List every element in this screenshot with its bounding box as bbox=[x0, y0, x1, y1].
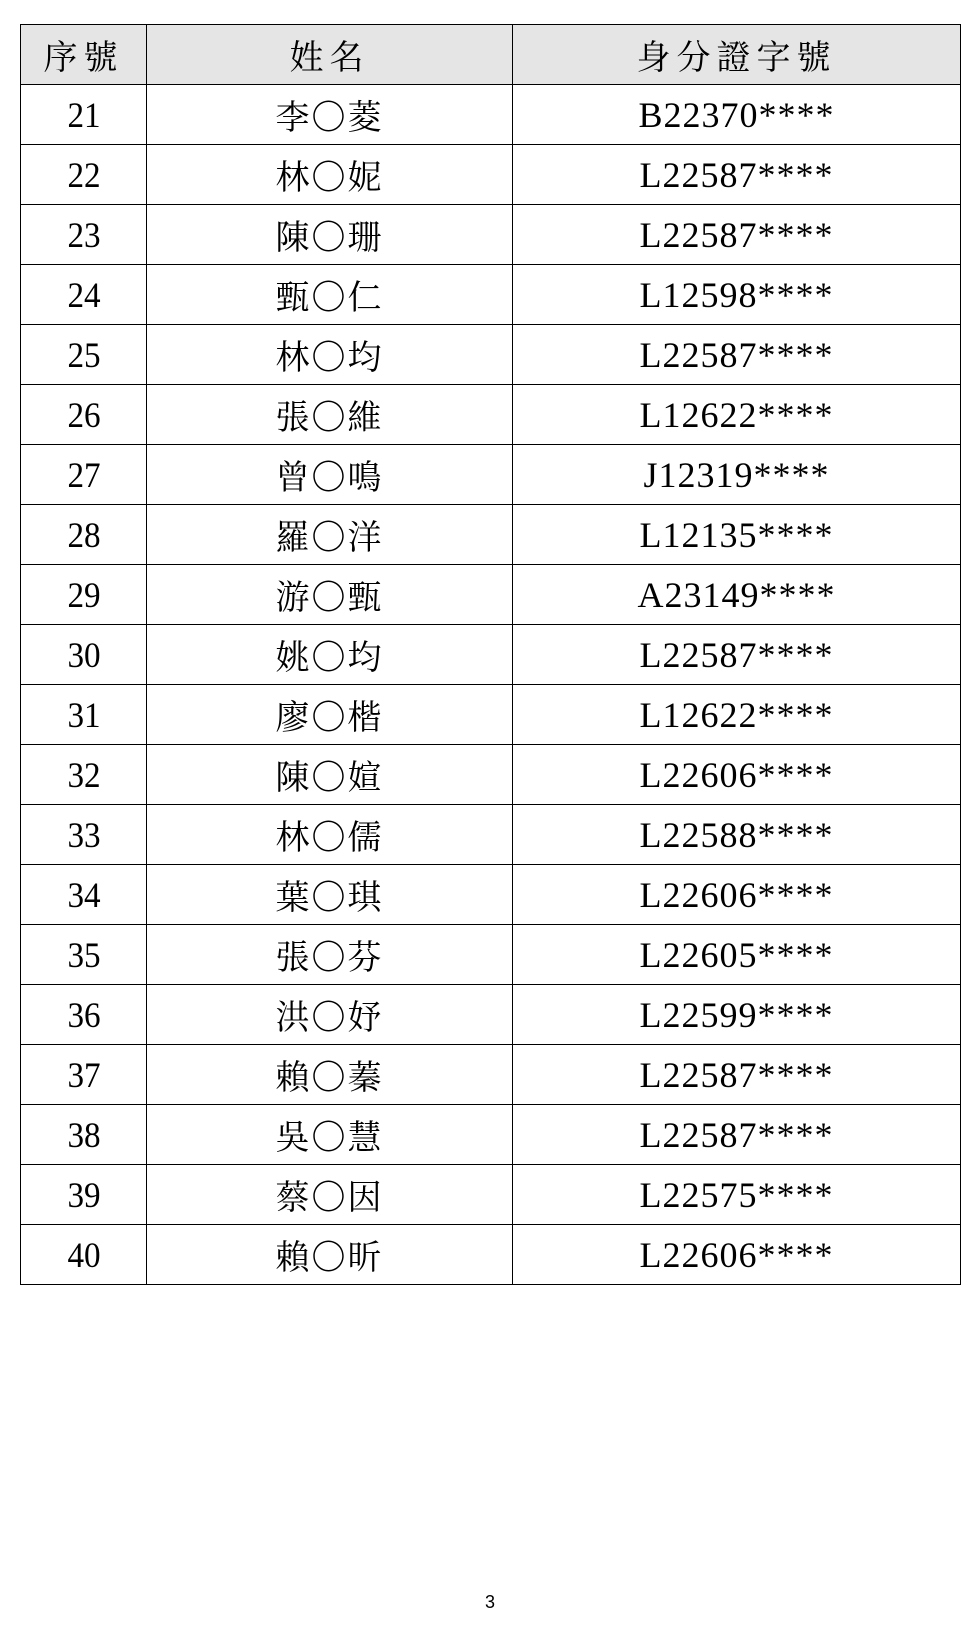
cell-seq: 32 bbox=[26, 745, 142, 805]
cell-seq: 34 bbox=[26, 865, 142, 925]
table-row bbox=[21, 805, 961, 865]
cell-id-number: L22606**** bbox=[513, 745, 961, 805]
cell-id-number: J12319**** bbox=[513, 445, 961, 505]
cell-id-number: A23149**** bbox=[513, 565, 961, 625]
cell-name: 林〇儒 bbox=[147, 805, 513, 865]
table-row bbox=[21, 205, 961, 265]
table-body bbox=[21, 85, 961, 1285]
table-row bbox=[21, 685, 961, 745]
cell-seq: 30 bbox=[26, 625, 142, 685]
table-row bbox=[21, 925, 961, 985]
page-number: 3 bbox=[484, 1592, 495, 1612]
cell-name: 賴〇蓁 bbox=[147, 1045, 513, 1105]
cell-id-number: B22370**** bbox=[513, 85, 961, 145]
table-row bbox=[21, 445, 961, 505]
table-row bbox=[21, 325, 961, 385]
cell-id-number: L22575**** bbox=[513, 1165, 961, 1225]
cell-name: 林〇妮 bbox=[147, 145, 513, 205]
cell-name: 羅〇洋 bbox=[147, 505, 513, 565]
cell-seq: 39 bbox=[26, 1165, 142, 1225]
cell-id-number: L22606**** bbox=[513, 1225, 961, 1285]
cell-seq: 28 bbox=[26, 505, 142, 565]
cell-seq: 37 bbox=[26, 1045, 142, 1105]
table-row bbox=[21, 385, 961, 445]
roster-table bbox=[20, 24, 961, 1285]
table-row bbox=[21, 1165, 961, 1225]
cell-id-number: L12135**** bbox=[513, 505, 961, 565]
cell-id-number: L22599**** bbox=[513, 985, 961, 1045]
cell-name: 姚〇均 bbox=[147, 625, 513, 685]
cell-seq: 26 bbox=[26, 385, 142, 445]
cell-seq: 33 bbox=[26, 805, 142, 865]
table-row bbox=[21, 1045, 961, 1105]
cell-seq: 27 bbox=[26, 445, 142, 505]
cell-name: 林〇均 bbox=[147, 325, 513, 385]
cell-name: 游〇甄 bbox=[147, 565, 513, 625]
cell-name: 陳〇珊 bbox=[147, 205, 513, 265]
table-row bbox=[21, 145, 961, 205]
cell-seq: 25 bbox=[26, 325, 142, 385]
cell-name: 賴〇昕 bbox=[147, 1225, 513, 1285]
cell-name: 洪〇妤 bbox=[147, 985, 513, 1045]
cell-seq: 38 bbox=[26, 1105, 142, 1165]
table-row bbox=[21, 745, 961, 805]
cell-name: 甄〇仁 bbox=[147, 265, 513, 325]
cell-id-number: L22588**** bbox=[513, 805, 961, 865]
cell-name: 張〇芬 bbox=[147, 925, 513, 985]
cell-seq: 22 bbox=[26, 145, 142, 205]
cell-id-number: L22606**** bbox=[513, 865, 961, 925]
cell-seq: 31 bbox=[26, 685, 142, 745]
table-row bbox=[21, 625, 961, 685]
cell-seq: 40 bbox=[26, 1225, 142, 1285]
table-row bbox=[21, 85, 961, 145]
cell-seq: 23 bbox=[26, 205, 142, 265]
table-row bbox=[21, 1225, 961, 1285]
table-row bbox=[21, 505, 961, 565]
cell-id-number: L12622**** bbox=[513, 685, 961, 745]
header-id-number: 身分證字號 bbox=[513, 25, 961, 85]
cell-name: 葉〇琪 bbox=[147, 865, 513, 925]
cell-id-number: L22605**** bbox=[513, 925, 961, 985]
cell-seq: 24 bbox=[26, 265, 142, 325]
table-row bbox=[21, 265, 961, 325]
cell-name: 吳〇慧 bbox=[147, 1105, 513, 1165]
cell-name: 廖〇楷 bbox=[147, 685, 513, 745]
table-row bbox=[21, 865, 961, 925]
cell-name: 蔡〇因 bbox=[147, 1165, 513, 1225]
cell-seq: 29 bbox=[26, 565, 142, 625]
header-seq: 序號 bbox=[21, 25, 147, 85]
header-name: 姓名 bbox=[147, 25, 513, 85]
cell-id-number: L22587**** bbox=[513, 145, 961, 205]
cell-seq: 36 bbox=[26, 985, 142, 1045]
cell-name: 曾〇鳴 bbox=[147, 445, 513, 505]
cell-name: 李〇菱 bbox=[147, 85, 513, 145]
cell-id-number: L22587**** bbox=[513, 205, 961, 265]
table-header bbox=[21, 25, 961, 85]
header-row bbox=[21, 25, 961, 85]
table-row bbox=[21, 1105, 961, 1165]
cell-seq: 21 bbox=[26, 85, 142, 145]
cell-seq: 35 bbox=[26, 925, 142, 985]
cell-name: 陳〇媗 bbox=[147, 745, 513, 805]
table-row bbox=[21, 565, 961, 625]
cell-id-number: L12598**** bbox=[513, 265, 961, 325]
table-row bbox=[21, 985, 961, 1045]
cell-id-number: L22587**** bbox=[513, 1105, 961, 1165]
cell-id-number: L22587**** bbox=[513, 1045, 961, 1105]
cell-id-number: L12622**** bbox=[513, 385, 961, 445]
cell-name: 張〇維 bbox=[147, 385, 513, 445]
cell-id-number: L22587**** bbox=[513, 325, 961, 385]
cell-id-number: L22587**** bbox=[513, 625, 961, 685]
